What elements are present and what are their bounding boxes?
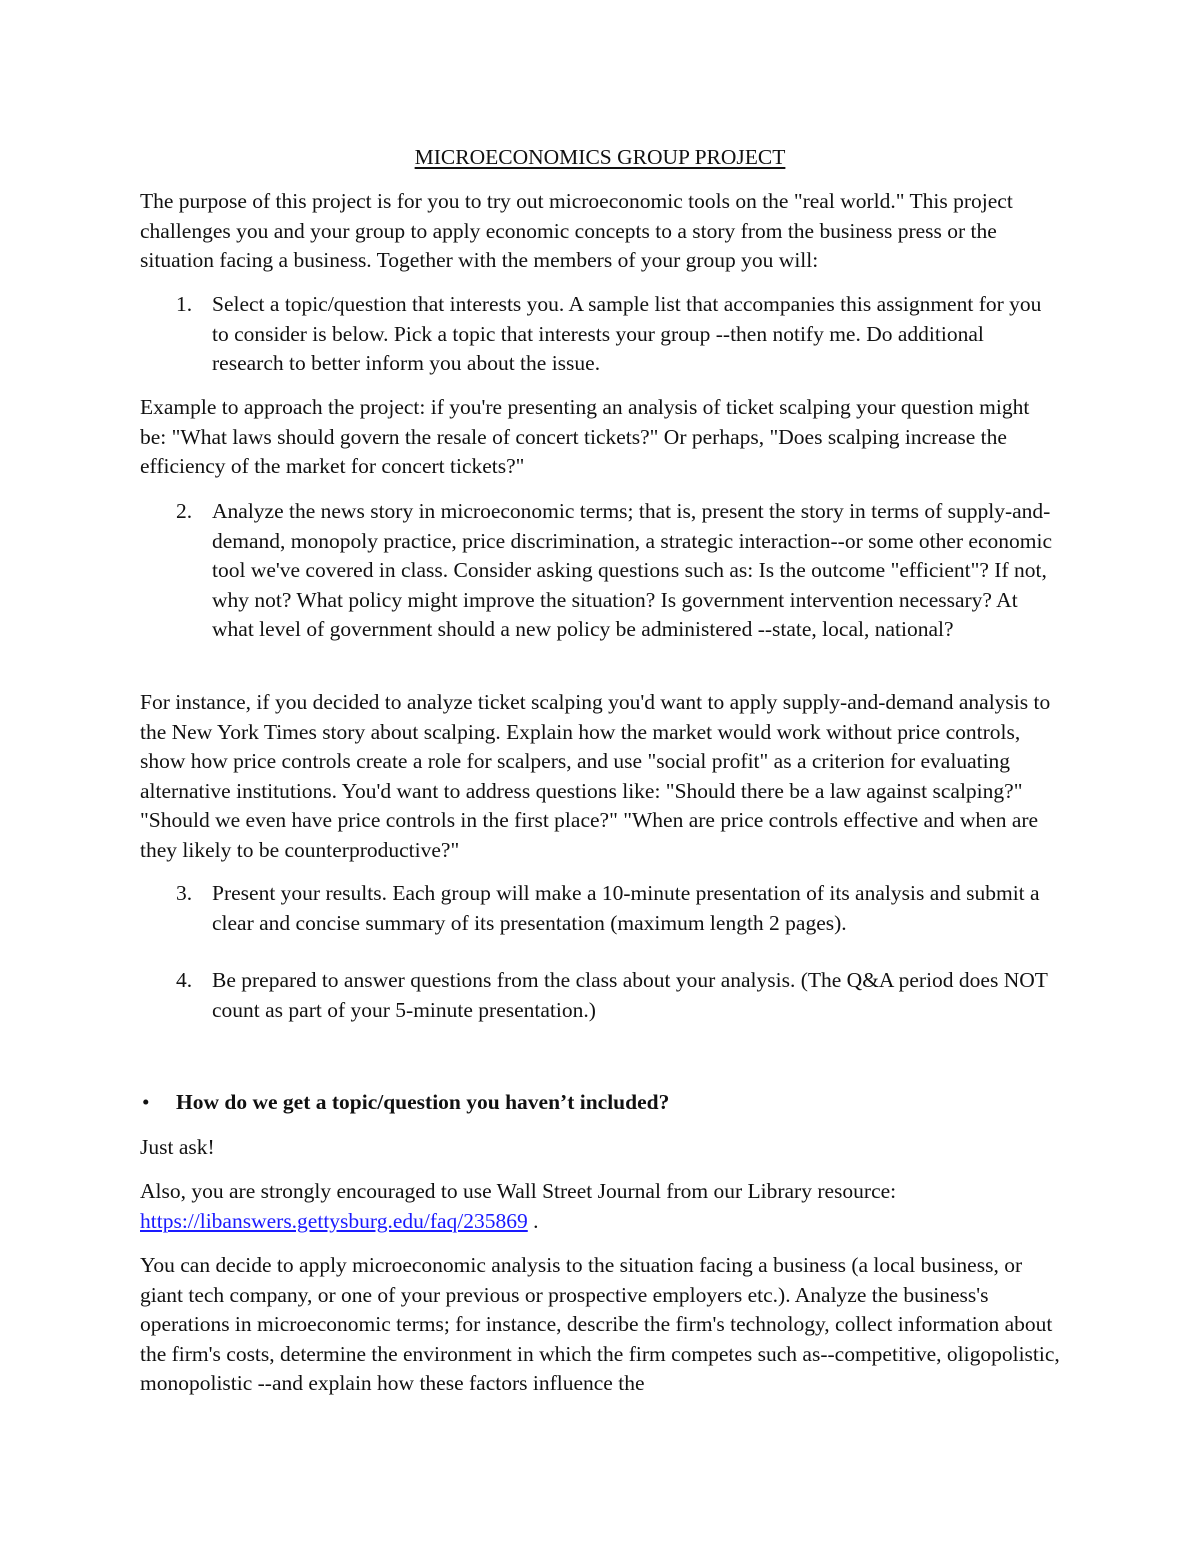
step-text: Analyze the news story in microeconomic terms; that is, present the story in terms of supply-and-demand, monopoly practice, price discrimination, a strategic interaction--or some other economic tool we've covered in class. Consider asking questions such as: Is the outcome "efficient"? If not, why not? What policy might improve the situation? Is government intervention necessary? At what level of government should a new policy be administered --state, local, national?	[212, 499, 1052, 641]
step-number: 3.	[176, 881, 193, 905]
step-number: 4.	[176, 968, 193, 992]
step-text: Be prepared to answer questions from the class about your analysis. (The Q&A period does NOT count as part of your 5-minute presentation.)	[212, 968, 1048, 1022]
page-title: MICROECONOMICS GROUP PROJECT	[414, 145, 786, 169]
library-suffix: .	[527, 1208, 539, 1233]
bullet-icon: •	[142, 1090, 150, 1114]
instance-paragraph: For instance, if you decided to analyze ticket scalping you'd want to apply supply-and-demand analysis to the New York Times story about scalping. Explain how the market would work without price controls, show how price controls create a role for scalpers, and use "social profit" as a criterion for evaluating alternative institutions. You'd want to address questions like: "Should there be a law against scalping?" "Should we even have price controls in the first place?" "When are price controls effective and when are they likely to be counterproductive?"	[140, 690, 1051, 862]
faq-answer: Just ask!	[140, 1135, 215, 1159]
faq-question-text: How do we get a topic/question you haven’t included?	[176, 1090, 670, 1114]
step-number: 1.	[176, 292, 193, 316]
example-paragraph: Example to approach the project: if you're presenting an analysis of ticket scalping your question might be: "What laws should govern the resale of concert tickets?" Or perhaps, "Does scalping increase the efficiency of the market for concert tickets?"	[140, 395, 1030, 478]
step-text: Select a topic/question that interests you. A sample list that accompanies this assignment for you to consider is below. Pick a topic that interests your group --then notify me. Do additional research to better inform you about the issue.	[212, 292, 1042, 375]
step-number: 2.	[176, 499, 193, 523]
library-link[interactable]: https://libanswers.gettysburg.edu/faq/235869	[140, 1208, 528, 1233]
library-text: Also, you are strongly encouraged to use Wall Street Journal from our Library resource:	[140, 1179, 897, 1203]
business-paragraph: You can decide to apply microeconomic analysis to the situation facing a business (a local business, or giant tech company, or one of your previous or prospective employers etc.). Analyze the business's operations in microeconomic terms; for instance, describe the firm's technology, collect information about the firm's costs, determine the environment in which the firm competes such as--competitive, oligopolistic, monopolistic --and explain how these factors influence the	[140, 1253, 1060, 1395]
step-text: Present your results. Each group will make a 10-minute presentation of its analysis and submit a clear and concise summary of its presentation (maximum length 2 pages).	[212, 881, 1040, 935]
library-paragraph	[140, 1177, 1060, 1236]
intro-paragraph: The purpose of this project is for you to try out microeconomic tools on the "real world." This project challenges you and your group to apply economic concepts to a story from the business press or the situation facing a business. Together with the members of your group you will:	[140, 189, 1013, 272]
